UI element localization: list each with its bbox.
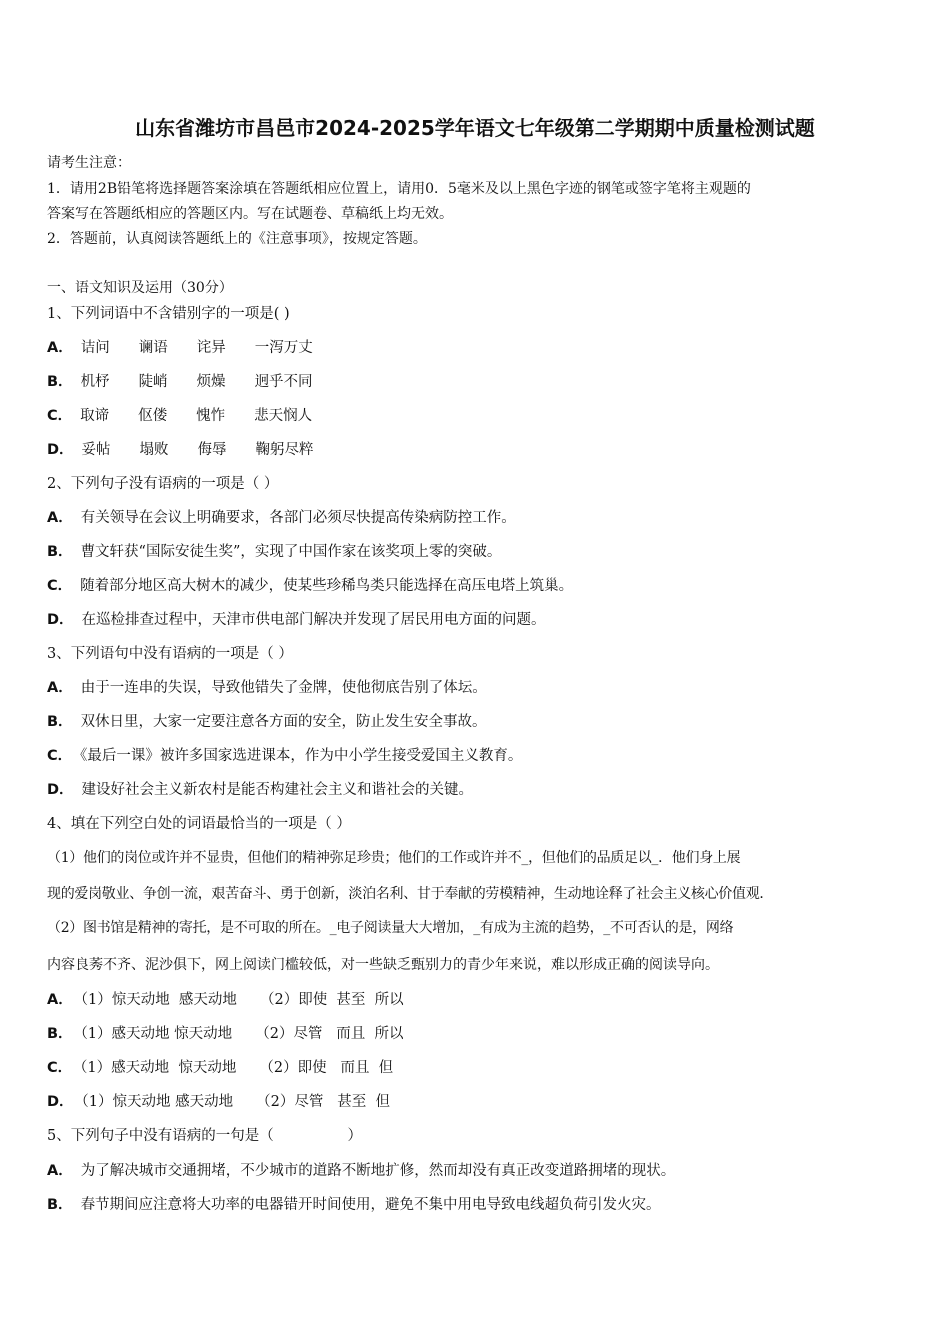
option-word: 愧怍 — [196, 408, 226, 424]
option-letter: A． — [47, 680, 73, 696]
option-text: 有关领导在会议上明确要求，各部门必须尽快提高传染病防控工作。 — [80, 510, 516, 526]
option-letter: C． — [47, 1060, 73, 1076]
question-5-stem: 5、下列句子中没有语病的一句是（ ） — [47, 1128, 362, 1144]
option-text: 随着部分地区高大树木的减少，使某些珍稀鸟类只能选择在高压电塔上筑巢。 — [80, 578, 574, 594]
question-4-option-c — [47, 1056, 393, 1077]
question-2-option-b — [47, 540, 501, 561]
option-text: （1）感天动地 惊天动地 （2）尽管 而且 所以 — [80, 1026, 404, 1042]
option-word: 伛偻 — [138, 408, 168, 424]
question-4-stem: 4、填在下列空白处的词语最恰当的一项是（ ） — [47, 816, 351, 832]
option-word: 诘问 — [80, 340, 110, 356]
question-3-option-d — [47, 778, 473, 799]
question-1-stem: 1、下列词语中不含错别字的一项是( ) — [47, 306, 290, 322]
option-word: 取谛 — [80, 408, 110, 424]
option-word: 陡峭 — [138, 374, 168, 390]
option-letter: C． — [47, 578, 73, 594]
question-2-option-c — [47, 574, 573, 595]
option-letter: D． — [47, 612, 74, 628]
question-1-option-a — [47, 336, 313, 357]
question-4-option-b — [47, 1022, 403, 1043]
question-4-option-d — [47, 1090, 390, 1111]
option-letter: A． — [47, 992, 73, 1008]
question-2-option-d — [47, 608, 546, 629]
question-2-stem: 2、下列句子没有语病的一项是（ ） — [47, 476, 279, 492]
option-text: 由于一连串的失误，导致他错失了金牌，使他彻底告别了体坛。 — [80, 680, 487, 696]
page-title: 山东省潍坊市昌邑市2024-2025学年语文七年级第二学期期中质量检测试题 — [135, 116, 815, 140]
option-letter: A． — [47, 1163, 73, 1179]
option-letter: C． — [47, 748, 73, 764]
option-word: 塌败 — [139, 442, 169, 458]
option-letter: A． — [47, 510, 73, 526]
notice-item-2: 2．答题前，认真阅读答题纸上的《注意事项》，按规定答题。 — [47, 231, 427, 247]
question-1-option-b — [47, 370, 313, 391]
question-3-option-c — [47, 744, 522, 765]
option-letter: B． — [47, 374, 73, 390]
notice-item-1-line-1: 1．请用2B铅笔将选择题答案涂填在答题纸相应位置上，请用0．5毫米及以上黑色字迹的钢笔或签字笔将主观题的 — [47, 181, 751, 197]
option-letter: C． — [47, 408, 73, 424]
option-text: 在巡检排查过程中，天津市供电部门解决并发现了居民用电方面的问题。 — [81, 612, 546, 628]
option-word: 悲天悯人 — [254, 408, 313, 424]
option-text: 曹文轩获“国际安徒生奖”，实现了中国作家在该奖项上零的突破。 — [80, 544, 502, 560]
option-word: 谰语 — [138, 340, 168, 356]
question-4-option-a — [47, 988, 404, 1009]
question-1-option-c — [47, 404, 312, 425]
option-text: 建设好社会主义新农村是能否构建社会主义和谐社会的关键。 — [81, 782, 474, 798]
option-letter: B． — [47, 714, 73, 730]
section-heading: 一、语文知识及运用（30分） — [47, 280, 233, 296]
question-5-option-b — [47, 1193, 661, 1214]
question-4-paragraph-1-line-1: （1）他们的岗位或许并不显贵，但他们的精神弥足珍贵；他们的工作或许并不_，但他们的品质足以_．他们身上展 — [47, 850, 741, 866]
notice-heading: 请考生注意： — [47, 155, 131, 171]
question-1-option-d — [47, 438, 314, 459]
question-3-stem: 3、下列语句中没有语病的一项是（ ） — [47, 646, 293, 662]
option-word: 烦燥 — [196, 374, 226, 390]
option-word: 诧异 — [196, 340, 226, 356]
option-text: （1）惊天动地 感天动地 （2）即使 甚至 所以 — [80, 992, 404, 1008]
option-letter: A． — [47, 340, 73, 356]
question-2-option-a — [47, 506, 516, 527]
option-letter: B． — [47, 544, 73, 560]
notice-item-1-line-2: 答案写在答题纸相应的答题区内。写在试题卷、草稿纸上均无效。 — [47, 206, 453, 222]
option-word: 一泻万丈 — [254, 340, 313, 356]
question-3-option-a — [47, 676, 487, 697]
question-4-paragraph-2-line-1: （2）图书馆是精神的寄托，是不可取的所在。_电子阅读量大大增加，_有成为主流的趋势，_不可否认的是，网络 — [47, 920, 734, 936]
option-word: 侮辱 — [197, 442, 227, 458]
option-letter: D． — [47, 1094, 74, 1110]
option-letter: B． — [47, 1026, 73, 1042]
option-text: 《最后一课》被许多国家选进课本，作为中小学生接受爱国主义教育。 — [80, 748, 523, 764]
option-text: 春节期间应注意将大功率的电器错开时间使用，避免不集中用电导致电线超负荷引发火灾。 — [80, 1197, 661, 1213]
option-text: （1）惊天动地 感天动地 （2）尽管 甚至 但 — [81, 1094, 390, 1110]
option-word: 机杼 — [80, 374, 110, 390]
option-letter: B． — [47, 1197, 73, 1213]
option-text: 双休日里，大家一定要注意各方面的安全，防止发生安全事故。 — [80, 714, 487, 730]
question-3-option-b — [47, 710, 487, 731]
option-letter: D． — [47, 442, 74, 458]
question-4-paragraph-2-line-2: 内容良莠不齐、泥沙俱下，网上阅读门槛较低，对一些缺乏甄别力的青少年来说，难以形成正确的阅读导向。 — [47, 957, 719, 973]
option-word: 迥乎不同 — [254, 374, 313, 390]
option-word: 鞠躬尽粹 — [255, 442, 314, 458]
option-text: 为了解决城市交通拥堵，不少城市的道路不断地扩修，然而却没有真正改变道路拥堵的现状。 — [80, 1163, 676, 1179]
question-5-option-a — [47, 1159, 675, 1180]
option-letter: D． — [47, 782, 74, 798]
option-word: 妥帖 — [81, 442, 111, 458]
option-text: （1）感天动地 惊天动地 （2）即使 而且 但 — [80, 1060, 394, 1076]
question-4-paragraph-1-line-2: 现的爱岗敬业、争创一流，艰苦奋斗、勇于创新，淡泊名利、甘于奉献的劳模精神，生动地诠释了社会主义核心价值观． — [47, 886, 774, 902]
